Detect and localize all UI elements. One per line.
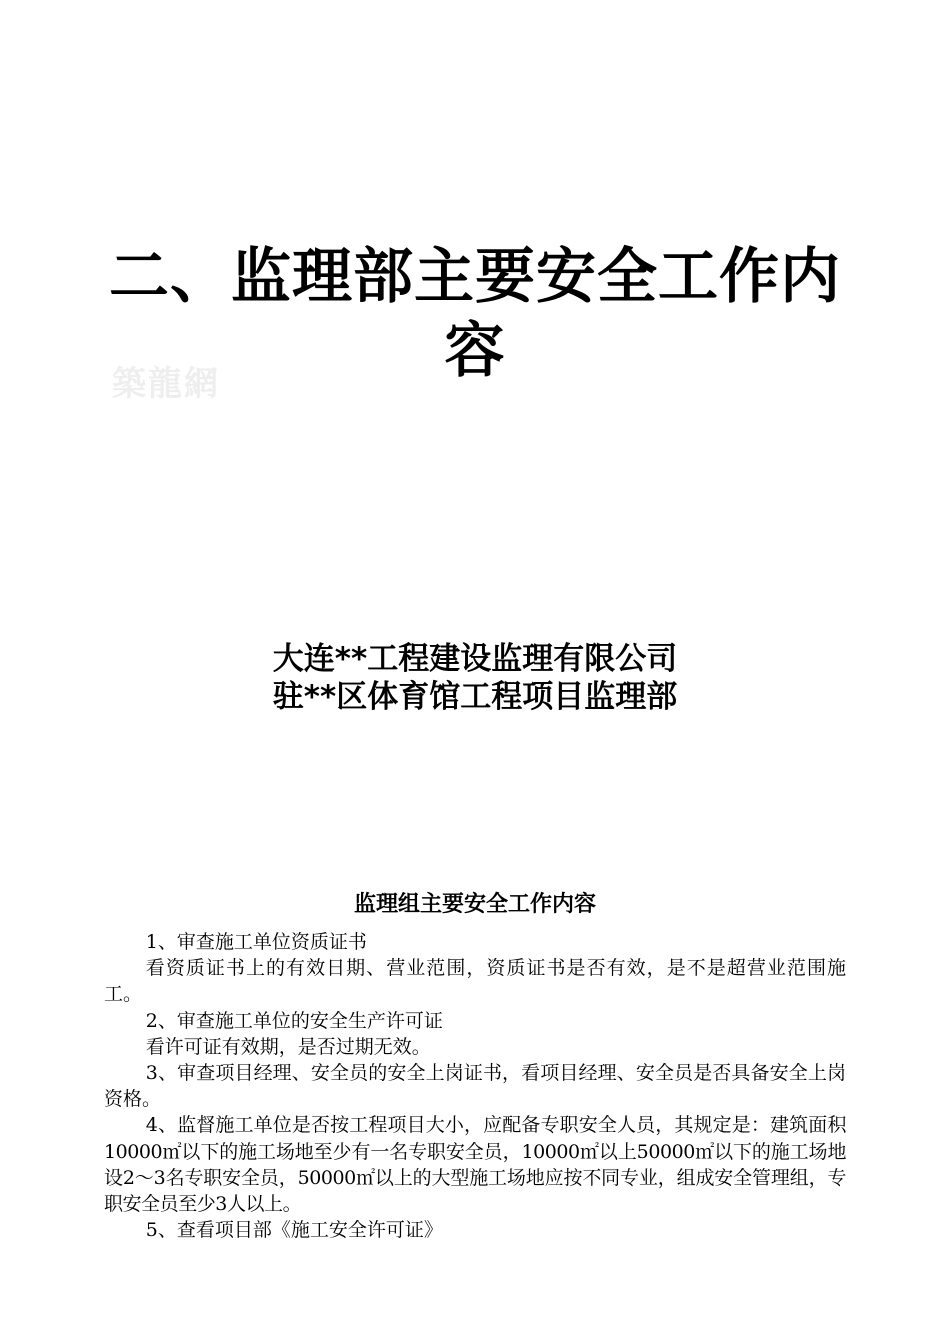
main-title-line-1: 二、监理部主要安全工作内 <box>109 242 841 312</box>
paragraph-item-5: 5、查看项目部《施工安全许可证》 <box>145 1219 443 1242</box>
main-title-line-2: 容 <box>444 316 506 386</box>
body-text <box>104 929 846 1243</box>
paragraph-item-2-detail: 看许可证有效期，是否过期无效。 <box>145 1035 431 1058</box>
paragraph-item-1: 1、审查施工单位资质证书 <box>145 931 367 953</box>
organization-name: 大连**工程建设监理有限公司 <box>272 641 678 677</box>
section-heading: 监理组主要安全工作内容 <box>353 892 596 917</box>
paragraph-item-4: 4、监督施工单位是否按工程项目大小，应配备专职安全人员，其规定是：建筑面积10000㎡以下的施工场地至少有一名专职安全员，10000㎡以上50000㎡以下的施工场地设2～3名专职安全员，50000㎡以上的大型施工场地应按不同专业，组成安全管理组，专职安全员至少3人以上。 <box>104 1114 846 1216</box>
paragraph-item-1-detail: 看资质证书上的有效日期、营业范围，资质证书是否有效，是不是超营业范围施工。 <box>104 957 846 1006</box>
project-department-name: 驻**区体育馆工程项目监理部 <box>272 679 678 715</box>
watermark: 築龍網 <box>112 364 220 404</box>
paragraph-item-2: 2、审查施工单位的安全生产许可证 <box>145 1009 443 1032</box>
paragraph-item-3: 3、审查项目经理、安全员的安全上岗证书，看项目经理、安全员是否具备安全上岗资格。 <box>104 1062 846 1111</box>
organization-block <box>150 640 800 716</box>
